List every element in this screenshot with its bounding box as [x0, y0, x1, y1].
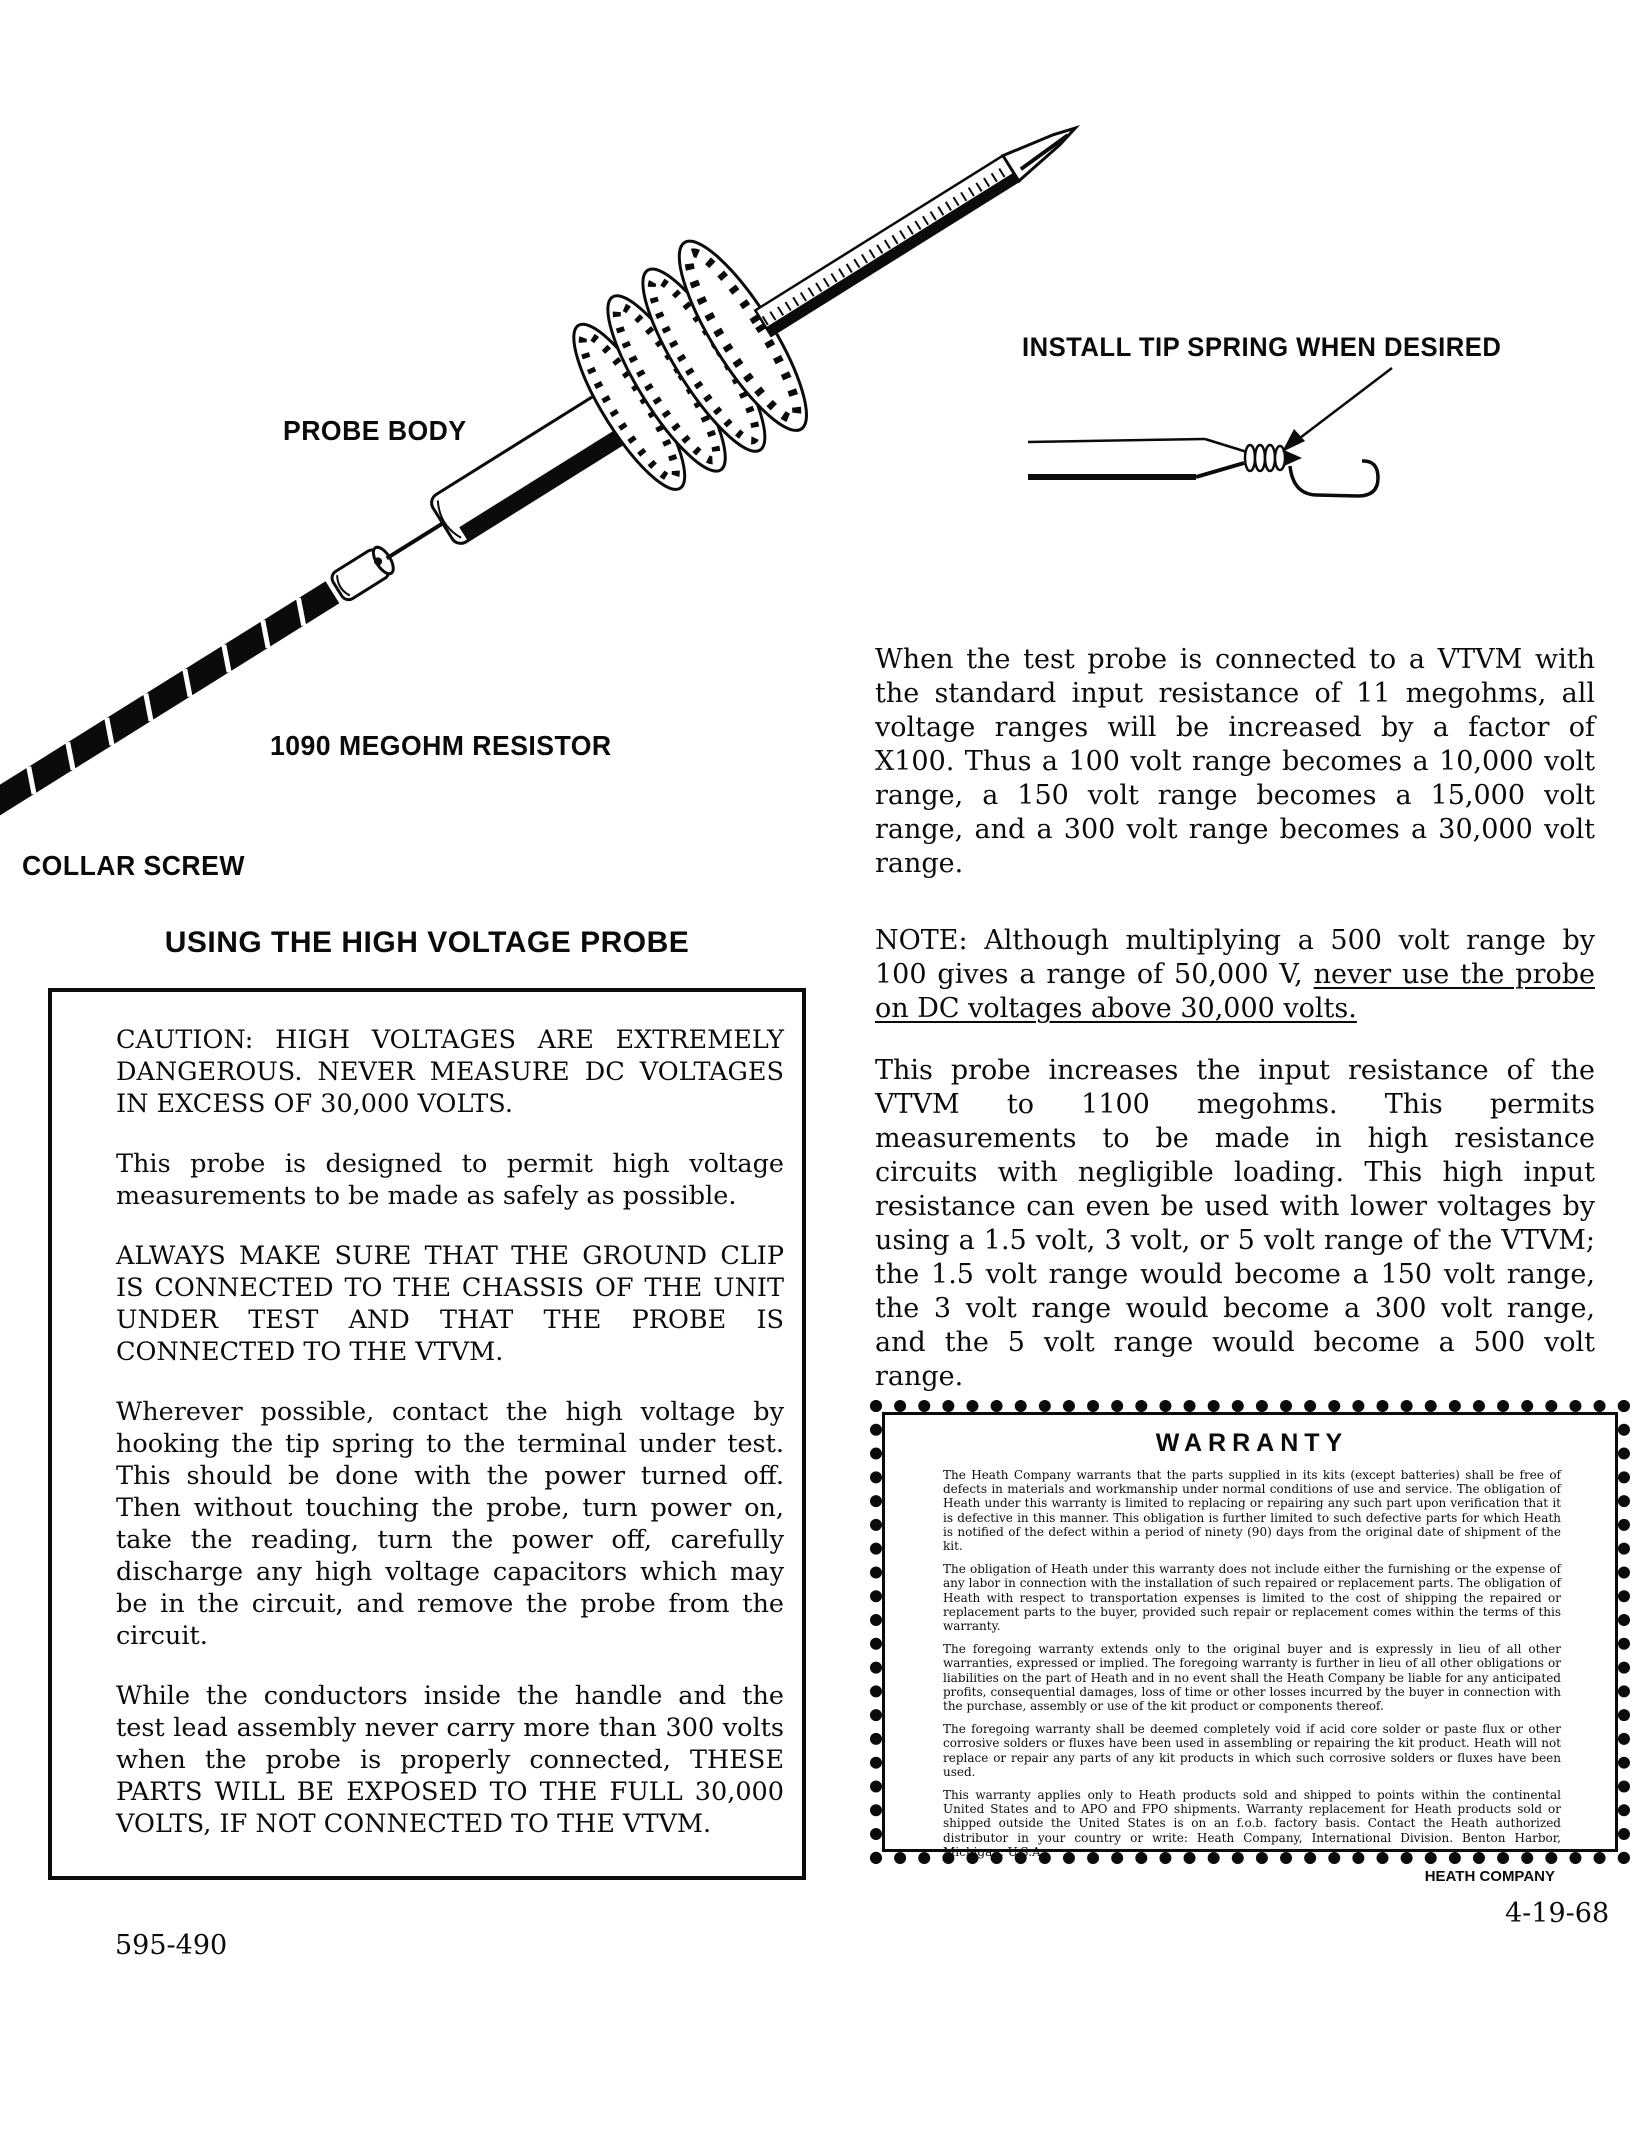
probe-cable-banded	[0, 581, 339, 827]
warranty-paragraph: The Heath Company warrants that the parts supplied in its kits (except batteries) shall be free of defects in materials and workmanship under normal conditions of use and service. The obligation of Heath under this warranty is limited to replacing or repairing any such part upon verification that it is defective in this manner. This obligation is further limited to such defective parts for which Heath is notified of the defect within a period of ninety (90) days from the original date of shipment of the kit.	[943, 1468, 1561, 1554]
probe-body-label: PROBE BODY	[283, 415, 467, 446]
warranty-paragraph: The foregoing warranty shall be deemed completely void if acid core solder or paste flux or other corrosive solders or fluxes have been used in assembling or repairing the kit product. Heath will not replace or repair any parts of any kit products in which such corrosive solders or fluxes have been used.	[943, 1722, 1561, 1779]
resistor-label: 1090 MEGOHM RESISTOR	[270, 730, 612, 761]
install-tip-spring-label: INSTALL TIP SPRING WHEN DESIRED	[1022, 332, 1502, 362]
tip-spring-coils	[1245, 445, 1285, 471]
probe-shaft	[755, 156, 1019, 336]
warranty-title: WARRANTY	[1155, 1429, 1349, 1457]
caution-box	[48, 988, 806, 1880]
caution-paragraph: CAUTION: HIGH VOLTAGES ARE EXTREMELY DANGEROUS. NEVER MEASURE DC VOLTAGES IN EXCESS OF 30,000 VOLTS.	[116, 1025, 784, 1119]
probe-tip	[1003, 115, 1083, 181]
caution-paragraph: Wherever possible, contact the high voltage by hooking the tip spring to the terminal under test. This should be done with the power turned off. Then without touching the probe, turn power on, take the reading, turn the power off, carefully discharge any high voltage capacitors which may be in the circuit, and remove the probe from the circuit.	[116, 1397, 784, 1651]
corona-discs	[549, 227, 827, 514]
body-paragraph-ranges: When the test probe is connected to a VTVM with the standard input resistance of 11 megohms, all voltage ranges will be increased by a factor of X100. Thus a 100 volt range becomes a 10,000 volt range, a 150 volt range becomes a 15,000 volt range, and a 300 volt range becomes a 30,000 volt range.	[875, 644, 1595, 879]
pointer-arrow	[1282, 368, 1392, 452]
tip-point	[1284, 450, 1302, 466]
tip-spring-drawing	[1028, 368, 1392, 496]
note-warning-underlined: never use the probe on DC voltages above 30,000 volts.	[875, 959, 1595, 1024]
warranty-box	[870, 1400, 1630, 1886]
note-paragraph	[875, 924, 1595, 1026]
caution-paragraph: This probe is designed to permit high voltage measurements to be made as safely as possible.	[116, 1149, 784, 1211]
caution-paragraph: While the conductors inside the handle and the test lead assembly never carry more than 300 volts when the probe is properly connected, THESE PARTS WILL BE EXPOSED TO THE FULL 30,000 VOLTS, IF NOT CONNECTED TO THE VTVM.	[116, 1681, 784, 1839]
warranty-paragraph: The foregoing warranty extends only to the original buyer and is expressly in lieu of all other warranties, expressed or implied. The foregoing warranty is further in lieu of all other obligations or liabilities on the part of Heath and in no event shall the Heath Company be liable for any anticipated profits, consequential damages, loss of time or other losses incurred by the buyer in connection with the purchase, assembly or use of the kit product or components thereof.	[943, 1642, 1561, 1714]
spring-hook-wire	[1290, 461, 1378, 496]
warranty-inner-frame	[882, 1412, 1618, 1886]
revision-date: 4-19-68	[1505, 1898, 1610, 1929]
warranty-paragraph: This warranty applies only to Heath products sold and shipped to points within the continental United States and to APO and FPO shipments. Warranty replacement for Heath products sold or shipped outside the United States is on an f.o.b. factory basis. Contact the Heath authorized distributor in your country or write: Heath Company, International Division. Benton Harbor, Michigan, U.S.A.	[943, 1788, 1561, 1859]
section-heading: USING THE HIGH VOLTAGE PROBE	[164, 926, 690, 959]
warranty-signature: HEATH COMPANY	[1424, 1868, 1555, 1886]
collar-screw-label: COLLAR SCREW	[22, 850, 245, 881]
caution-paragraph: ALWAYS MAKE SURE THAT THE GROUND CLIP IS CONNECTED TO THE CHASSIS OF THE UNIT UNDER TEST AND THAT THE PROBE IS CONNECTED TO THE VTVM.	[116, 1241, 784, 1367]
warranty-paragraph: The obligation of Heath under this warranty does not include either the furnishing or the expense of any labor in connection with the installation of such repaired or replacement parts. The obligation of Heath with respect to transportation expenses is limited to the cost of shipping the repaired or replacement parts to the buyer, provided such repair or replacement comes within the terms of this warranty.	[943, 1562, 1561, 1634]
resistor-lead	[387, 522, 445, 558]
note-text: NOTE: Although multiplying a 500 volt range by 100 gives a range of 50,000 V,	[875, 925, 1595, 990]
body-paragraph-resistance: This probe increases the input resistance of the VTVM to 1100 megohms. This permits measurements to be made in high resistance circuits with negligible loading. This high input resistance can even be used with lower voltages by using a 1.5 volt, 3 volt, or 5 volt range of the VTVM; the 1.5 volt range would become a 150 volt range, the 3 volt range would become a 300 volt range, and the 5 volt range would become a 500 volt range.	[875, 1055, 1595, 1392]
part-number: 595-490	[115, 1930, 228, 1961]
collar-screw-part	[329, 543, 398, 602]
